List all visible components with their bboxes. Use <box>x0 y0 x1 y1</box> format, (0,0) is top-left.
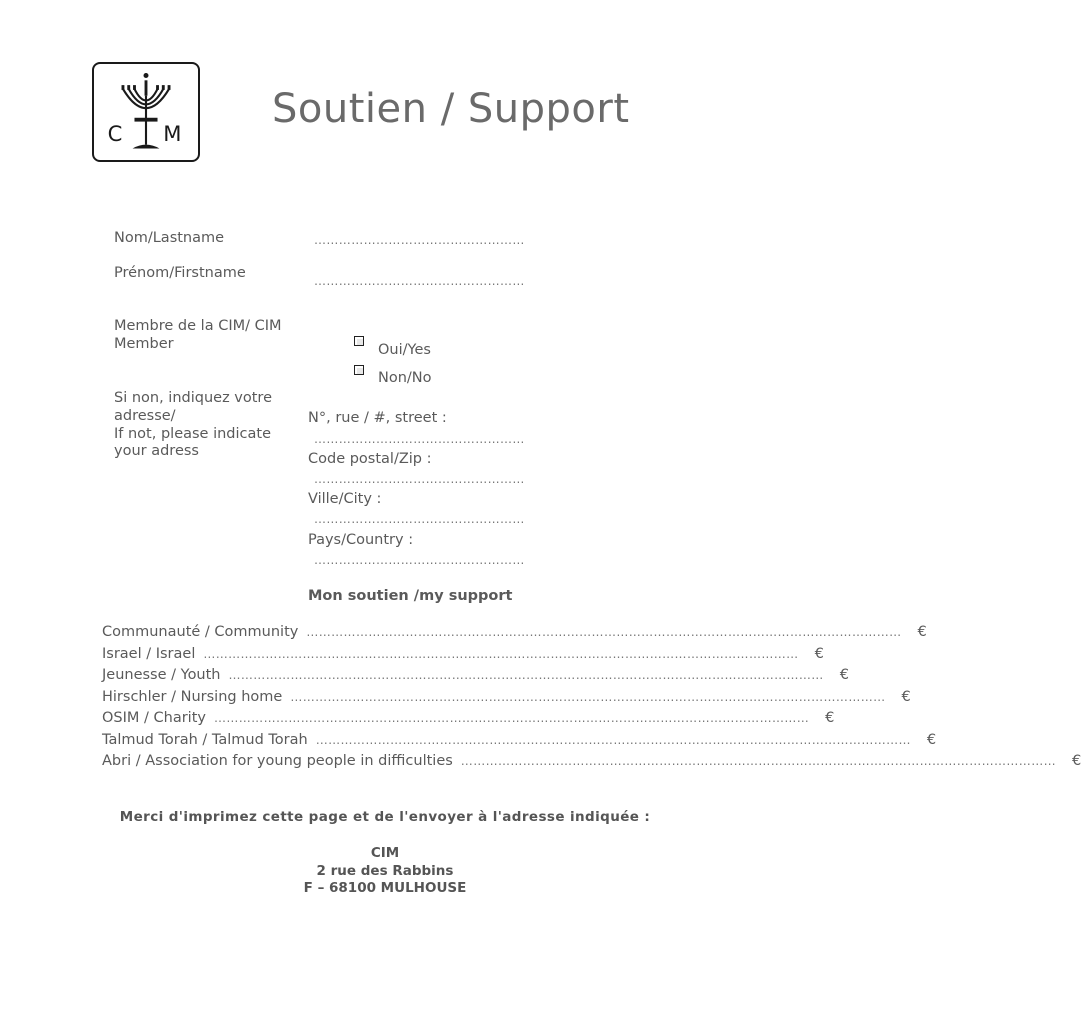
zip-field[interactable]: …………………………………………… <box>314 472 525 486</box>
street-field[interactable]: …………………………………………… <box>314 432 525 446</box>
support-amount-field[interactable]: ……………………………………………………………………………………………………………………………… <box>203 647 799 661</box>
address-label-line1: Si non, indiquez votre <box>114 390 272 406</box>
svg-text:C: C <box>107 120 123 146</box>
no-label: Non/No <box>378 370 432 386</box>
support-item-label: Hirschler / Nursing home <box>102 689 283 705</box>
address-label-line3: If not, please indicate <box>114 426 271 442</box>
address-label-line4: your adress <box>114 443 199 459</box>
firstname-label: Prénom/Firstname <box>114 265 246 281</box>
address-org: CIM <box>370 845 400 861</box>
menorah-logo-icon <box>94 64 198 160</box>
print-instruction: Merci d'imprimez cette page et de l'envoyer à l'adresse indiquée : <box>119 809 651 825</box>
support-heading: Mon soutien /my support <box>308 588 513 604</box>
euro-sign: € <box>1072 753 1081 769</box>
lastname-label: Nom/Lastname <box>114 230 225 246</box>
support-item-label: Abri / Association for young people in difficulties <box>102 753 453 769</box>
support-item-label: OSIM / Charity <box>102 710 206 726</box>
support-row-youth[interactable] <box>102 667 849 688</box>
euro-sign: € <box>814 646 824 662</box>
country-label: Pays/Country : <box>308 532 414 548</box>
city-label: Ville/City : <box>308 491 382 507</box>
yes-checkbox[interactable] <box>354 336 364 346</box>
support-amount-field[interactable]: ……………………………………………………………………………………………………………………………… <box>315 733 911 747</box>
euro-sign: € <box>839 667 849 683</box>
no-checkbox[interactable] <box>354 365 364 375</box>
yes-label: Oui/Yes <box>378 342 431 358</box>
cim-logo <box>92 62 200 162</box>
support-row-charity[interactable] <box>102 710 835 731</box>
support-row-abri[interactable] <box>102 753 1081 774</box>
address-city: F – 68100 MULHOUSE <box>303 880 467 896</box>
country-field[interactable]: …………………………………………… <box>314 553 525 567</box>
euro-sign: € <box>825 710 835 726</box>
support-item-label: Israel / Israel <box>102 646 196 662</box>
svg-text:M: M <box>163 120 182 146</box>
support-row-israel[interactable] <box>102 646 824 667</box>
support-item-label: Talmud Torah / Talmud Torah <box>102 732 308 748</box>
euro-sign: € <box>917 624 927 640</box>
lastname-field[interactable]: …………………………………………… <box>314 233 525 247</box>
page-title: Soutien / Support <box>272 86 630 132</box>
city-field[interactable]: …………………………………………… <box>314 512 525 526</box>
euro-sign: € <box>926 732 937 748</box>
support-amount-field[interactable]: ……………………………………………………………………………………………………………………………… <box>290 690 886 704</box>
member-label-line2: Member <box>114 336 174 352</box>
address-street: 2 rue des Rabbins <box>316 863 454 879</box>
support-amount-field[interactable]: ……………………………………………………………………………………………………………………………… <box>460 754 1056 768</box>
zip-label: Code postal/Zip : <box>308 451 432 467</box>
support-row-community[interactable] <box>102 624 927 645</box>
support-amount-field[interactable]: ……………………………………………………………………………………………………………………………… <box>228 668 824 682</box>
support-item-label: Communauté / Community <box>102 624 299 640</box>
support-amount-field[interactable]: ……………………………………………………………………………………………………………………………… <box>213 711 810 725</box>
member-label-line1: Membre de la CIM/ CIM <box>114 318 282 334</box>
address-label-line2: adresse/ <box>114 408 176 424</box>
firstname-field[interactable]: …………………………………………… <box>314 274 525 288</box>
support-row-talmud-torah[interactable] <box>102 732 937 753</box>
support-item-label: Jeunesse / Youth <box>102 667 221 683</box>
street-label: N°, rue / #, street : <box>308 410 447 426</box>
euro-sign: € <box>901 689 911 705</box>
support-row-nursing-home[interactable] <box>102 689 911 710</box>
support-amount-field[interactable]: ……………………………………………………………………………………………………………………………… <box>306 625 902 639</box>
